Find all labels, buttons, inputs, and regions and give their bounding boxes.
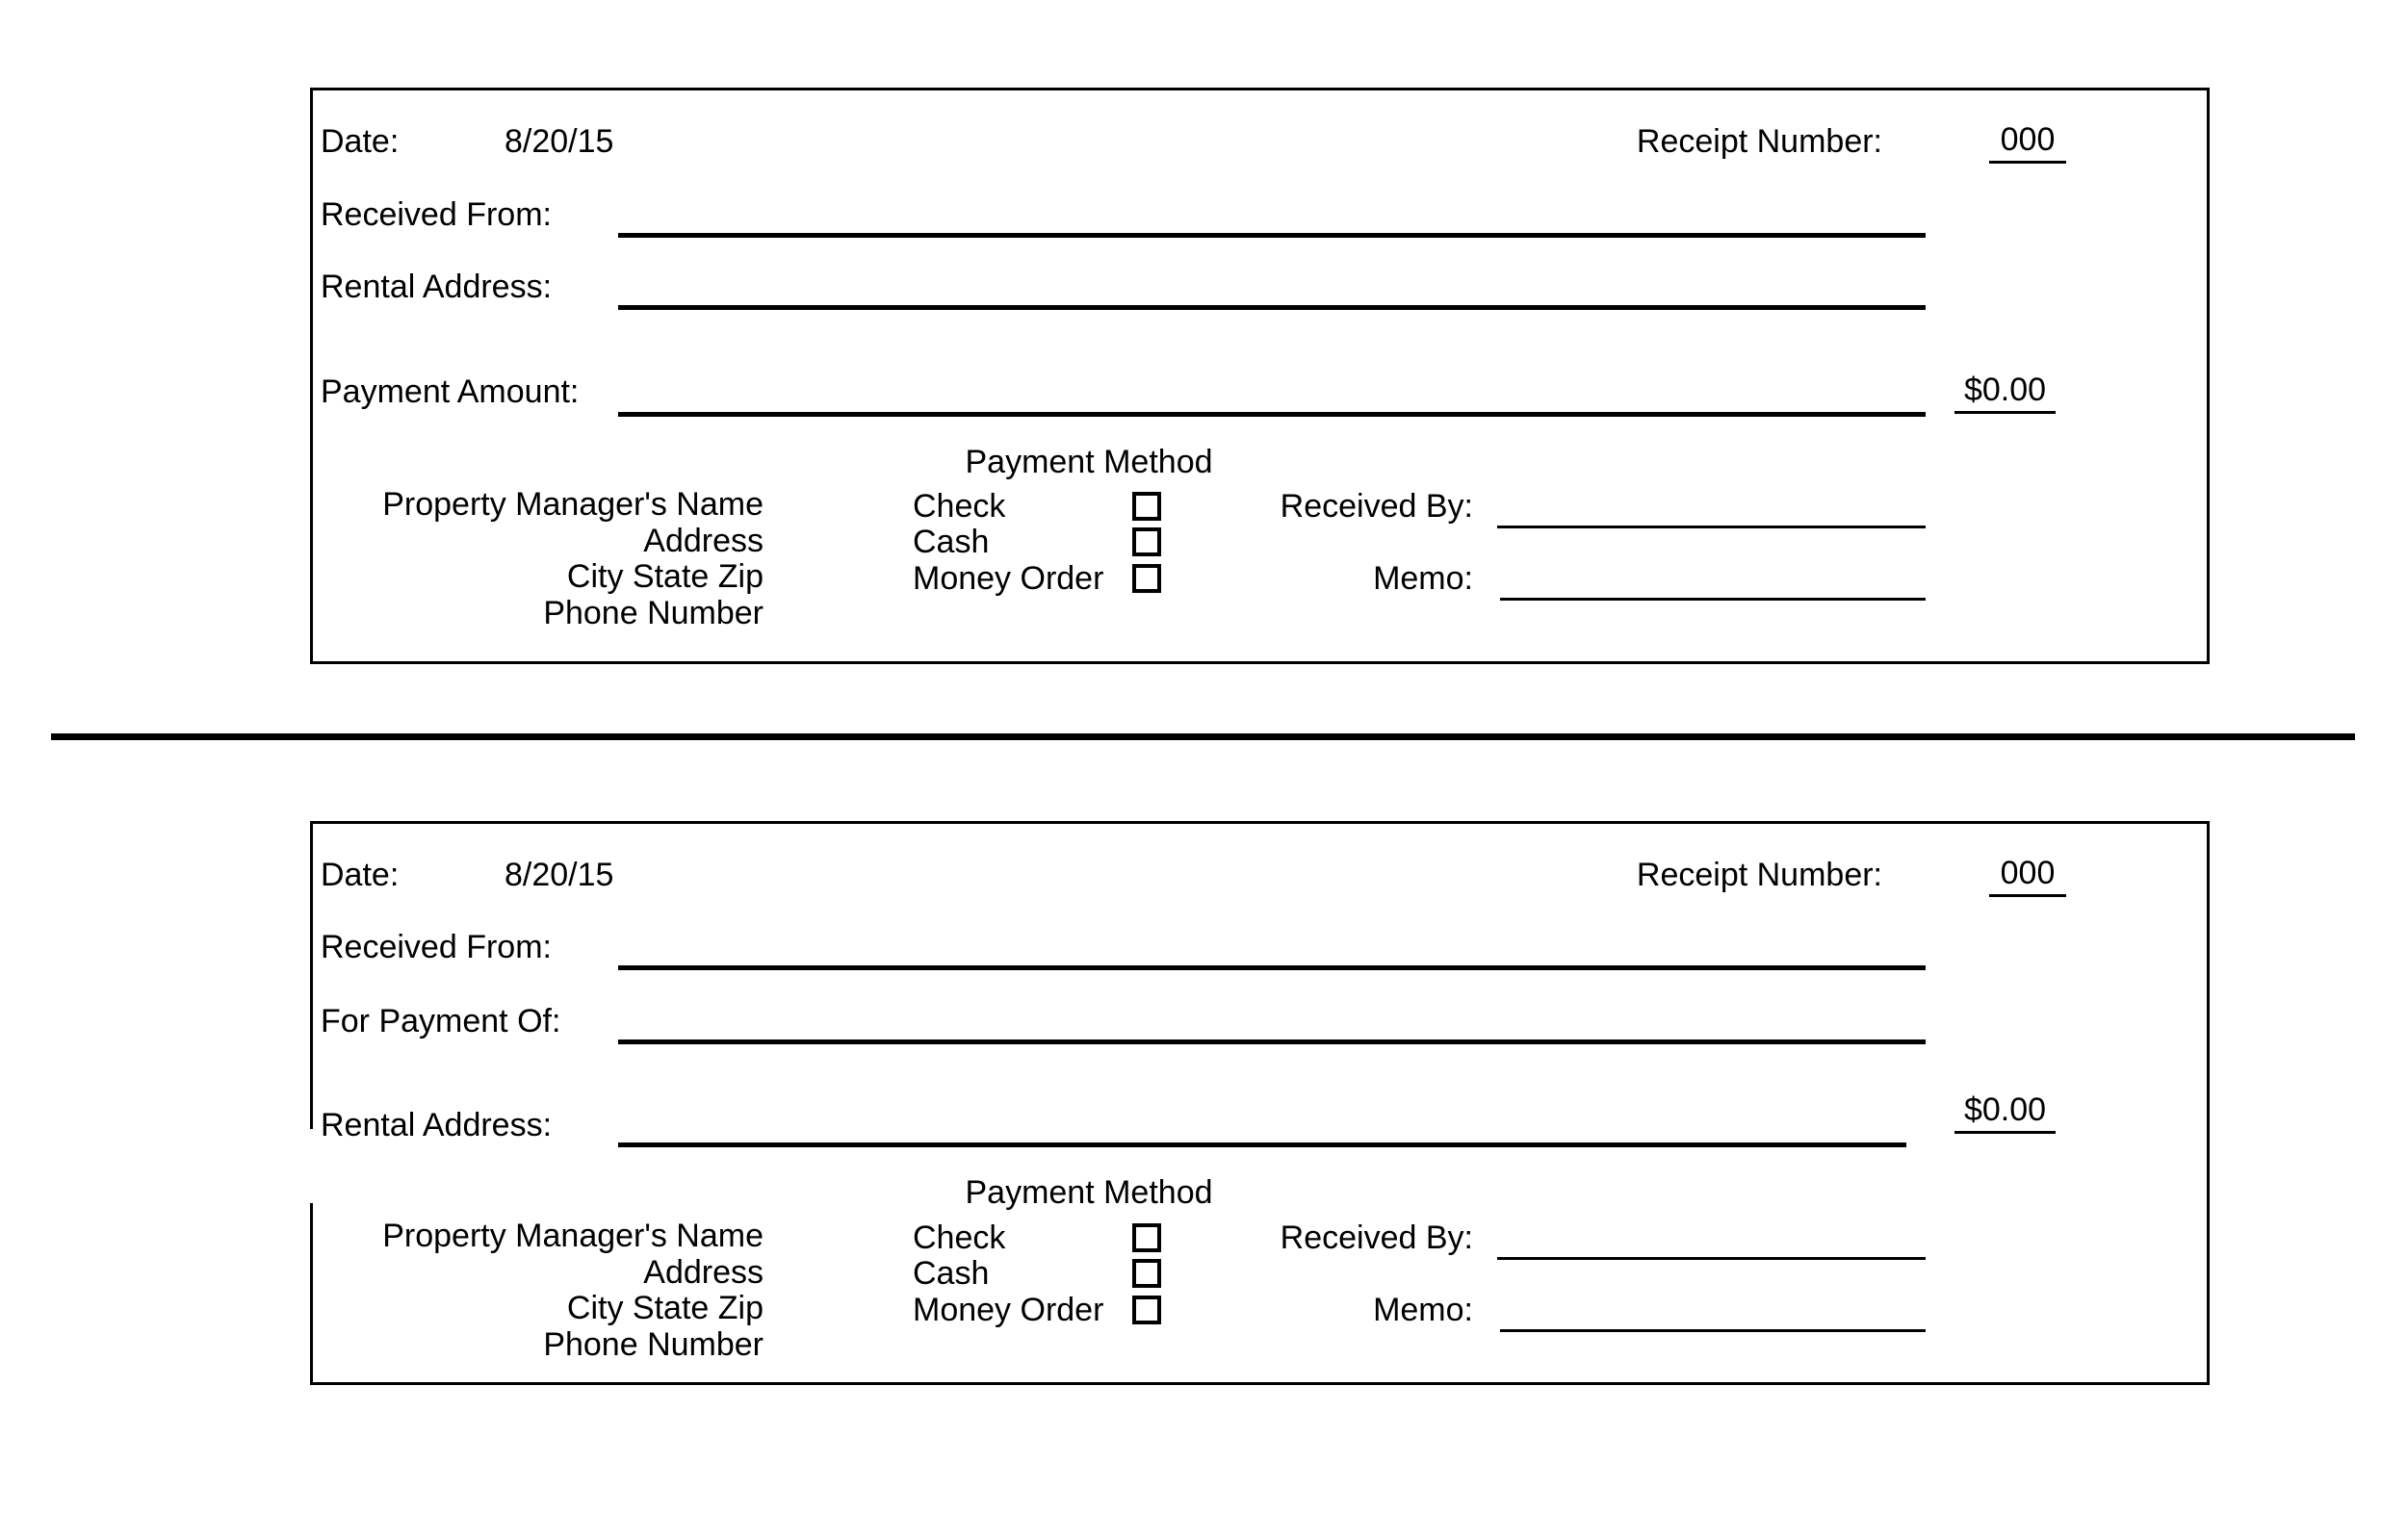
payment-amount-label: Payment Amount: <box>321 373 580 410</box>
property-manager-block <box>323 487 764 631</box>
property-manager-block <box>323 1219 764 1363</box>
memo-label: Memo: <box>1373 560 1473 597</box>
receipt-bottom-border-bottom <box>310 1382 2210 1385</box>
memo-label: Memo: <box>1373 1292 1473 1328</box>
rental-address-label: Rental Address: <box>321 269 553 305</box>
received-from-input-line[interactable] <box>618 233 1926 238</box>
method-label-money-order: Money Order <box>913 560 1104 597</box>
cash-checkbox[interactable] <box>1132 527 1161 556</box>
payment-amount-input-line[interactable] <box>618 412 1926 417</box>
cut-divider-line <box>51 733 2355 740</box>
received-by-input-line[interactable] <box>1497 1257 1926 1260</box>
manager-address-line: Address <box>643 1253 764 1291</box>
receipt-number-label: Receipt Number: <box>1636 857 1882 893</box>
receipt-number-label: Receipt Number: <box>1636 123 1882 160</box>
date-label: Date: <box>321 123 400 160</box>
received-by-input-line[interactable] <box>1497 526 1926 528</box>
date-value: 8/20/15 <box>505 123 614 160</box>
memo-input-line[interactable] <box>1500 598 1926 601</box>
memo-input-line[interactable] <box>1500 1329 1926 1332</box>
received-by-label: Received By: <box>1280 1219 1473 1256</box>
cash-checkbox[interactable] <box>1132 1259 1161 1288</box>
manager-phone-line: Phone Number <box>543 594 764 631</box>
payment-amount-value: $0.00 <box>1954 1090 2056 1134</box>
rental-address-input-line[interactable] <box>618 1142 1906 1147</box>
manager-city-line: City State Zip <box>566 558 764 596</box>
receipt-bottom-border-right <box>2207 821 2210 1385</box>
method-label-check: Check <box>913 488 1006 525</box>
manager-address-line: Address <box>643 522 764 559</box>
rental-address-input-line[interactable] <box>618 305 1926 310</box>
payment-method-title: Payment Method <box>965 444 1213 480</box>
receipt-bottom-border-left-lower <box>310 1203 313 1385</box>
manager-city-line: City State Zip <box>566 1290 764 1327</box>
method-label-check: Check <box>913 1219 1006 1256</box>
manager-name-line: Property Manager's Name <box>382 1218 764 1254</box>
payment-amount-value: $0.00 <box>1954 370 2056 414</box>
receipt-number-value: 000 <box>1989 119 2066 164</box>
receipt-number-value: 000 <box>1989 853 2066 897</box>
received-by-label: Received By: <box>1280 488 1473 525</box>
received-from-label: Received From: <box>321 196 552 233</box>
method-label-money-order: Money Order <box>913 1292 1104 1328</box>
receipt-bottom-border-left-upper <box>310 821 313 1129</box>
manager-phone-line: Phone Number <box>543 1325 764 1363</box>
date-value: 8/20/15 <box>505 857 614 893</box>
rental-address-label: Rental Address: <box>321 1107 553 1143</box>
payment-method-title: Payment Method <box>965 1174 1213 1211</box>
received-from-label: Received From: <box>321 929 552 965</box>
date-label: Date: <box>321 857 400 893</box>
receipt-bottom-border-top <box>310 821 2210 824</box>
manager-name-line: Property Manager's Name <box>382 486 764 523</box>
for-payment-of-input-line[interactable] <box>618 1040 1926 1044</box>
received-from-input-line[interactable] <box>618 965 1926 970</box>
method-label-cash: Cash <box>913 524 990 560</box>
for-payment-of-label: For Payment Of: <box>321 1003 561 1040</box>
method-label-cash: Cash <box>913 1255 990 1292</box>
